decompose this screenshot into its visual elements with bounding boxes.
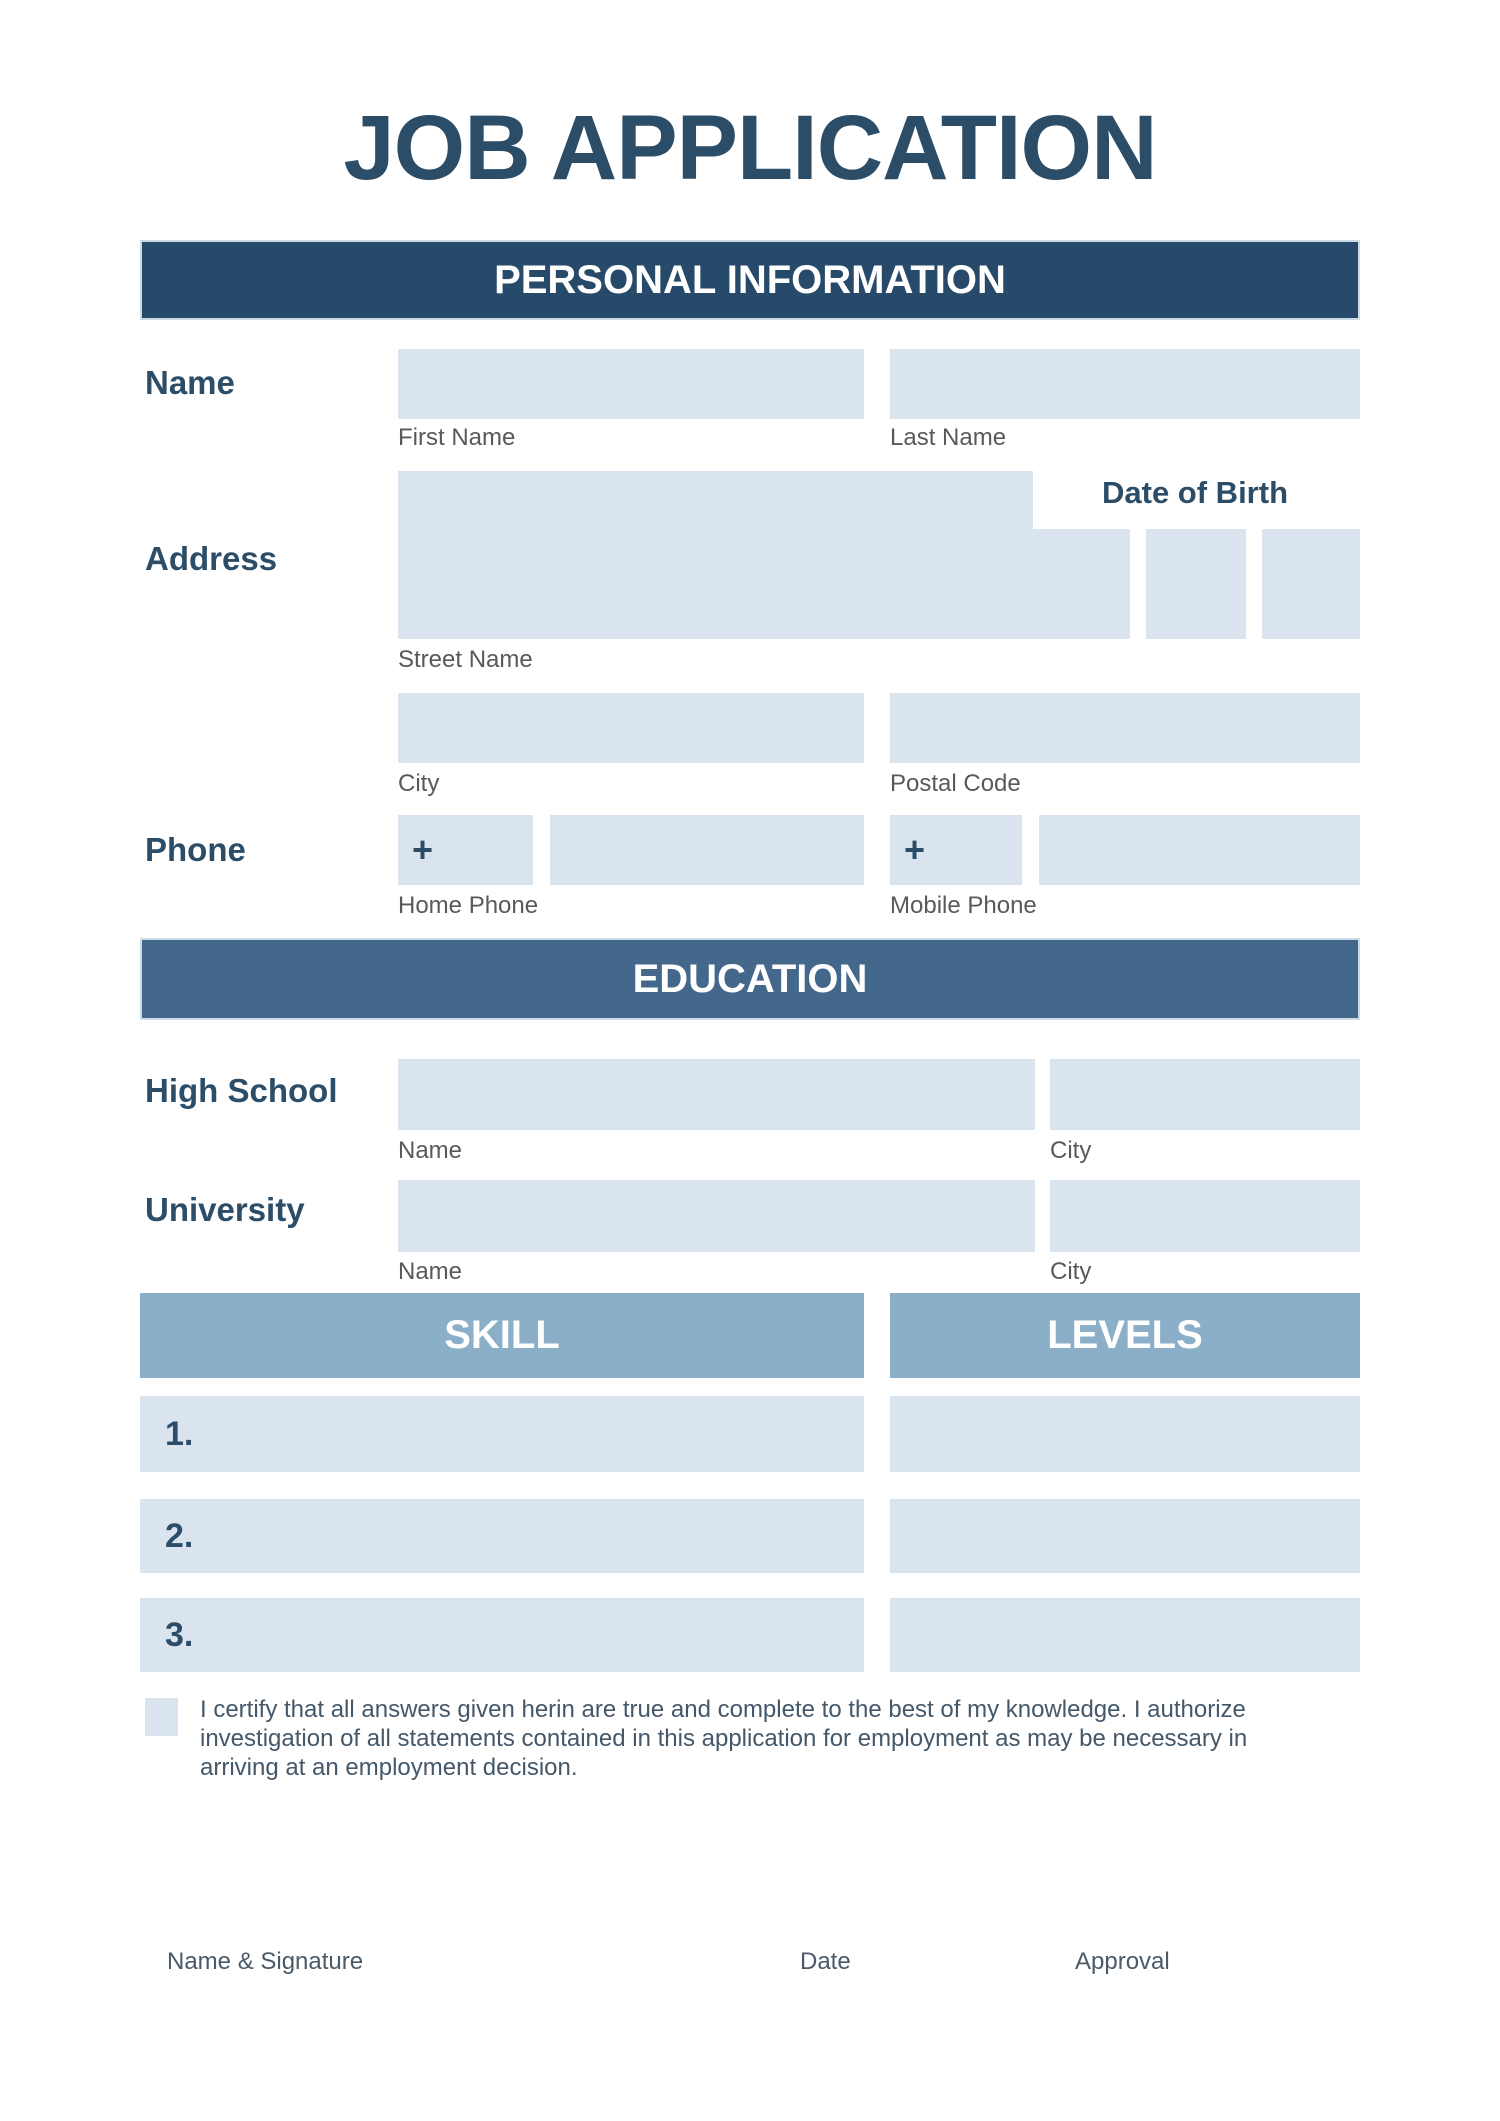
page-title: JOB APPLICATION [343,97,1157,199]
plus-icon: + [412,829,434,870]
dob-month-input[interactable] [1146,529,1246,639]
level-1-input[interactable] [890,1396,1360,1472]
name-signature-label: Name & Signature [167,1948,364,1975]
mobile-phone-country-code-input[interactable] [890,815,1022,885]
personal-information-section-header [140,240,1360,320]
date-label: Date [800,1948,851,1975]
last-name-input[interactable] [890,349,1360,419]
university-label: University [145,1191,305,1228]
skill-column-header [140,1293,864,1378]
home-phone-country-code-input[interactable] [398,815,533,885]
address-label: Address [145,540,278,577]
dob-day-input[interactable] [1030,529,1130,639]
university-name-caption: Name [398,1258,463,1285]
approval-label: Approval [1075,1948,1170,1975]
university-city-input[interactable] [1050,1180,1360,1252]
high-school-name-caption: Name [398,1137,463,1164]
street-name-caption: Street Name [398,646,533,673]
skill-2-number: 2. [165,1516,194,1555]
certification-line-3: arriving at an employment decision. [200,1754,578,1781]
high-school-city-input[interactable] [1050,1059,1360,1130]
first-name-caption: First Name [398,424,516,451]
certification-line-2: investigation of all statements contained in this application for employment as may be necessary in [200,1725,1248,1752]
level-2-input[interactable] [890,1499,1360,1573]
city-caption: City [398,770,440,797]
home-phone-caption: Home Phone [398,892,539,919]
levels-header-label: LEVELS [1047,1313,1203,1357]
high-school-city-caption: City [1050,1137,1092,1164]
plus-icon: + [904,829,926,870]
certify-checkbox[interactable] [145,1698,178,1736]
city-input[interactable] [398,693,864,763]
high-school-label: High School [145,1072,338,1109]
personal-information-header-label: PERSONAL INFORMATION [494,257,1006,302]
first-name-input[interactable] [398,349,864,419]
education-header-label: EDUCATION [632,956,868,1001]
mobile-phone-caption: Mobile Phone [890,892,1037,919]
skill-3-number: 3. [165,1615,194,1654]
education-section-header [140,938,1360,1020]
university-name-input[interactable] [398,1180,1035,1252]
certification-statement [200,1695,1360,1782]
postal-code-caption: Postal Code [890,770,1021,797]
street-name-input[interactable] [398,471,1033,639]
certification-line-1: I certify that all answers given herin are true and complete to the best of my knowledge. I authorize [200,1696,1246,1723]
phone-label: Phone [145,831,246,868]
skill-1-number: 1. [165,1414,194,1453]
postal-code-input[interactable] [890,693,1360,763]
skill-header-label: SKILL [444,1313,560,1357]
skill-3-input[interactable] [140,1598,864,1672]
name-label: Name [145,364,235,401]
dob-year-input[interactable] [1262,529,1360,639]
home-phone-input[interactable] [550,815,864,885]
levels-column-header [890,1293,1360,1378]
mobile-phone-input[interactable] [1039,815,1360,885]
high-school-name-input[interactable] [398,1059,1035,1130]
university-city-caption: City [1050,1258,1092,1285]
last-name-caption: Last Name [890,424,1007,451]
level-3-input[interactable] [890,1598,1360,1672]
skill-2-input[interactable] [140,1499,864,1573]
skill-1-input[interactable] [140,1396,864,1472]
date-of-birth-label: Date of Birth [1102,475,1288,510]
